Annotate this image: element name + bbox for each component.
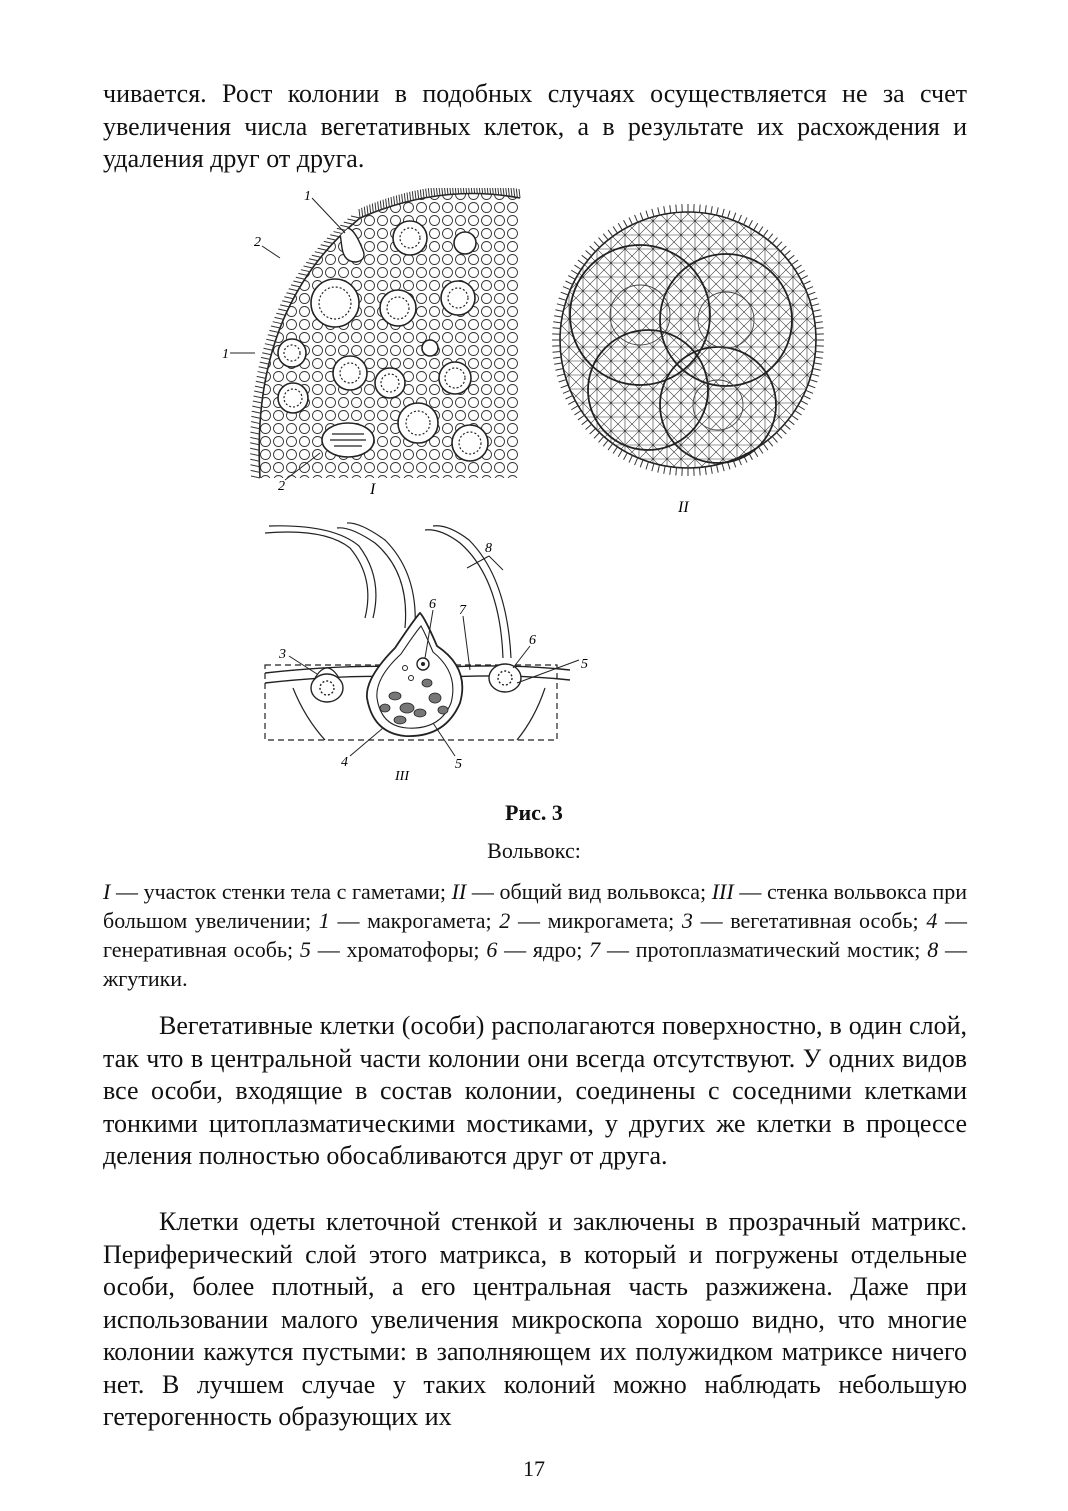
flagellum-mark <box>276 313 285 315</box>
flagellum-mark <box>402 194 403 203</box>
flagellum-mark <box>559 298 567 300</box>
flagellum-mark <box>256 381 265 383</box>
flagellum-mark <box>415 191 416 200</box>
flagellum-mark <box>340 225 349 227</box>
flagellum-mark <box>578 260 584 265</box>
flagellum-mark <box>251 416 260 418</box>
flagellum-mark <box>571 406 578 410</box>
body-paragraph-2: Клетки одеты клеточной стенкой и заключены в прозрачный матрикс. Периферический слой этого матрикса, в который и погружены отдельные особи, более плотный, а его центральная часть разжижена. Даже при использовании малого увеличения микроскопа хорошо видно, что многие колонии кажутся пустыми: в заполняющем их полужидком матриксе ничего нет. В лучшем случае у таких колоний можно наблюдать небольшую гетерогенность образующих их <box>103 1207 967 1431</box>
flagellum-mark <box>788 420 794 425</box>
flagellum-mark <box>278 309 287 311</box>
flagellum-mark <box>452 188 453 194</box>
flagellum-mark <box>251 427 260 429</box>
flagellum-mark <box>500 188 501 195</box>
flagellum-mark <box>795 411 802 415</box>
label-III-3: 3 <box>279 647 286 662</box>
flagellum-mark <box>813 368 821 370</box>
flagellum-mark <box>261 357 270 359</box>
flagellum-mark <box>318 248 327 250</box>
flagellum-mark <box>553 322 561 323</box>
flagellum-mark <box>699 467 700 475</box>
flagellum-mark <box>280 305 289 307</box>
flagellum-mark <box>362 208 363 217</box>
flagellum-mark <box>810 298 818 300</box>
flagellum-mark <box>670 205 671 213</box>
flagellum-mark <box>250 459 259 461</box>
flagellum-mark <box>815 357 823 358</box>
flagellum-mark <box>404 193 405 202</box>
flagellum-mark <box>640 213 643 220</box>
flagellum-mark <box>749 220 753 227</box>
flagellum-mark <box>258 372 267 374</box>
flagellum-mark <box>652 463 654 471</box>
flagellum-mark <box>803 281 810 284</box>
flagellum-mark <box>608 444 613 450</box>
flagellum-mark <box>722 463 724 471</box>
label-III-6-right: 6 <box>529 633 536 648</box>
legend-text: — макрогамета; <box>329 908 500 933</box>
flagellum-mark <box>506 188 507 196</box>
flagellum-mark <box>284 297 293 299</box>
flagellum-mark <box>795 265 802 269</box>
flagellum-mark <box>574 411 581 415</box>
flagellum-mark <box>428 188 429 197</box>
flagellum-mark <box>380 201 381 210</box>
flagellum-mark <box>705 205 706 213</box>
flagellum-mark <box>578 415 584 420</box>
legend-key: 7 <box>589 937 601 962</box>
flagellum-mark <box>301 270 310 272</box>
flagellum-mark <box>652 209 654 217</box>
flagellum-mark <box>586 424 592 429</box>
legend-key: 4 <box>926 908 938 933</box>
flagellum-mark <box>274 317 283 319</box>
flagellum-mark <box>266 339 275 341</box>
flagellum-mark <box>815 322 823 323</box>
flagellum-mark <box>728 211 730 219</box>
flagellum-mark <box>574 265 581 269</box>
flagellum-mark <box>271 326 280 328</box>
flagellum-mark <box>334 232 343 234</box>
flagellum-mark <box>635 215 638 222</box>
flagellum-mark <box>554 316 562 317</box>
flagellum-mark <box>582 255 588 260</box>
panel-label-III: III <box>395 769 409 784</box>
flagellum-mark <box>733 213 736 220</box>
flagellum-mark <box>519 189 520 198</box>
flagellum-mark <box>781 428 787 434</box>
flagellum-mark <box>565 396 572 399</box>
flagellum-mark <box>629 455 632 462</box>
flagellum-mark <box>487 188 488 194</box>
flagellum-mark <box>716 465 718 473</box>
flagellum-mark <box>420 190 421 199</box>
flagellum-mark <box>351 216 360 218</box>
flagellum-mark <box>252 406 261 408</box>
flagellum-mark <box>251 422 260 424</box>
flagellum-mark <box>806 287 813 290</box>
legend-key: 5 <box>299 937 311 962</box>
flagellum-mark <box>498 188 499 195</box>
figure-panel-III <box>255 518 605 793</box>
flagellum-mark <box>296 277 305 279</box>
figure-panel-I <box>220 188 530 508</box>
flagellum-mark <box>375 203 376 212</box>
label-I-2-bottom: 2 <box>278 479 285 494</box>
flagellum-mark <box>474 188 475 194</box>
flagellum-mark <box>568 276 575 280</box>
flagellum-mark <box>372 204 373 213</box>
flagellum-mark <box>306 262 315 264</box>
flagellum-mark <box>364 207 365 216</box>
flagellum-mark <box>759 447 763 454</box>
legend-text: — общий вид вольвокса; <box>466 879 712 904</box>
intro-paragraph: чивается. Рост колонии в подобных случаях осуществляется не за счет увеличения числа вегетативных клеток, а в результате их расхождения и удаления друг от друга. <box>103 79 967 173</box>
flagellum-mark <box>618 450 622 457</box>
flagellum-mark <box>608 230 613 236</box>
flagellum-mark <box>594 433 600 439</box>
flagellum-mark <box>514 188 515 197</box>
flagellum-mark <box>582 420 588 425</box>
flagellum-mark <box>265 344 274 346</box>
panel-label-I: I <box>370 481 376 498</box>
flagellum-mark <box>468 188 469 194</box>
flagellum-mark <box>321 245 330 247</box>
legend-key: III <box>711 879 734 904</box>
flagellum-mark <box>386 199 387 208</box>
flagellum-mark <box>676 205 677 213</box>
figure-panel-II <box>548 200 828 520</box>
flagellum-mark <box>813 310 821 312</box>
flagellum-mark <box>784 251 790 256</box>
flagellum-mark <box>811 374 819 376</box>
flagellum-mark <box>561 385 568 388</box>
flagellum-mark <box>559 380 567 382</box>
flagellum-mark <box>568 401 575 405</box>
label-III-6-left: 6 <box>429 597 436 612</box>
label-I-1-top: 1 <box>304 189 311 204</box>
flagellum-mark <box>798 406 805 410</box>
flagellum-mark <box>553 351 561 352</box>
legend-text: — ядро; <box>497 937 590 962</box>
flagellum-mark <box>293 281 302 283</box>
flagellum-mark <box>658 207 660 215</box>
flagellum-mark <box>312 255 321 257</box>
flagellum-mark <box>516 189 517 198</box>
flagellum-mark <box>781 246 787 252</box>
flagellum-mark <box>806 390 813 393</box>
flagellum-mark <box>394 196 395 205</box>
flagellum-mark <box>455 188 456 194</box>
legend-key: 6 <box>486 937 498 962</box>
flagellum-mark <box>399 195 400 204</box>
flagellum-mark <box>262 353 271 355</box>
page-number: 17 <box>523 1456 545 1481</box>
flagellum-mark <box>423 189 424 198</box>
flagellum-mark <box>571 270 578 274</box>
flagellum-mark <box>268 335 277 337</box>
flagellum-mark <box>594 242 600 248</box>
flagellum-mark <box>624 220 628 227</box>
flagellum-mark <box>286 293 295 295</box>
flagellum-mark <box>815 351 823 352</box>
flagellum-mark <box>763 444 768 450</box>
flagellum-mark <box>476 188 477 194</box>
flagellum-mark <box>439 188 440 196</box>
flagellum-mark <box>250 465 259 467</box>
flagellum-mark <box>484 188 485 194</box>
flagellum-mark <box>442 188 443 195</box>
flagellum-mark <box>250 454 259 456</box>
flagellum-mark <box>253 401 262 403</box>
flagellum-mark <box>563 390 570 393</box>
flagellum-mark <box>635 458 638 465</box>
flagellum-mark <box>711 206 712 214</box>
flagellum-mark <box>391 197 392 206</box>
flagellum-mark <box>250 437 259 439</box>
flagellum-mark <box>776 242 782 248</box>
flagellum-mark <box>563 287 570 290</box>
flagellum-mark <box>503 188 504 196</box>
flagellum-mark <box>705 467 706 475</box>
legend-text: — микрогамета; <box>510 908 682 933</box>
flagellum-mark <box>407 193 408 202</box>
flagellum-mark <box>273 322 282 324</box>
flagellum-mark <box>367 206 368 215</box>
flagellum-mark <box>259 367 268 369</box>
flagellum-mark <box>269 330 278 332</box>
flagellum-mark <box>586 251 592 256</box>
flagellum-mark <box>603 440 608 446</box>
flagellum-mark <box>264 348 273 350</box>
flagellum-mark <box>711 466 712 474</box>
label-I-2-top: 2 <box>254 235 261 250</box>
flagellum-mark <box>396 195 397 204</box>
flagellum-mark <box>555 368 563 370</box>
flagellum-mark <box>803 396 810 399</box>
flagellum-mark <box>699 205 700 213</box>
flagellum-mark <box>808 385 815 388</box>
legend-key: 1 <box>318 908 330 933</box>
flagellum-mark <box>495 188 496 195</box>
flagellum-mark <box>565 281 572 284</box>
flagellum-mark <box>553 328 561 329</box>
flagellum-mark <box>801 276 808 280</box>
flagellum-mark <box>309 259 318 261</box>
flagellum-mark <box>624 453 628 460</box>
flagellum-mark <box>492 188 493 194</box>
flagellum-mark <box>482 188 483 194</box>
flagellum-mark <box>418 190 419 199</box>
legend-text: — стенка вольвокса при большом увеличении; <box>103 879 967 933</box>
flagellum-mark <box>412 191 413 200</box>
flagellum-mark <box>304 266 313 268</box>
legend-text: — жгутики. <box>103 937 967 991</box>
flagellum-mark <box>251 470 260 472</box>
legend-text: — участок стенки тела с гаметами; <box>110 879 452 904</box>
flagellum-mark <box>768 440 773 446</box>
flagellum-mark <box>744 217 747 224</box>
flagellum-mark <box>378 202 379 211</box>
flagellum-mark <box>450 188 451 194</box>
flagellum-mark <box>599 436 604 442</box>
flagellum-mark <box>463 188 464 194</box>
flagellum-mark <box>776 433 782 439</box>
flagellum-mark <box>383 200 384 209</box>
flagellum-mark <box>254 391 263 393</box>
legend-key: 3 <box>681 908 693 933</box>
flagellum-mark <box>754 223 758 230</box>
flagellum-mark <box>603 234 608 240</box>
label-III-4: 4 <box>341 755 348 770</box>
flagellum-mark <box>324 241 333 243</box>
flagellum-mark <box>792 260 798 265</box>
flagellum-mark <box>664 466 665 474</box>
flagellum-mark <box>444 188 445 195</box>
flagellum-mark <box>788 255 794 260</box>
flagellum-mark <box>772 238 777 244</box>
flagellum-mark <box>260 362 269 364</box>
flagellum-mark <box>250 443 259 445</box>
flagellum-mark <box>458 188 459 194</box>
flagellum-mark <box>460 188 461 194</box>
flagellum-mark <box>252 411 261 413</box>
legend-text: — хроматофоры; <box>310 937 487 962</box>
flagellum-mark <box>434 188 435 196</box>
label-III-7: 7 <box>459 603 466 618</box>
legend-key: 2 <box>499 908 511 933</box>
flagellum-mark <box>370 205 371 214</box>
flagellum-mark <box>447 188 448 195</box>
flagellum-mark <box>254 396 263 398</box>
flagellum-mark <box>553 357 561 358</box>
flagellum-mark <box>250 448 259 450</box>
legend-key: 8 <box>927 937 939 962</box>
label-III-5-bottom: 5 <box>455 757 462 772</box>
flagellum-mark <box>722 209 724 217</box>
flagellum-mark <box>471 188 472 194</box>
flagellum-mark <box>330 235 339 237</box>
flagellum-mark <box>810 380 818 382</box>
legend-text: — протоплазматический мостик; <box>600 937 928 962</box>
flagellum-mark <box>738 215 741 222</box>
legend-key: I <box>103 879 111 904</box>
flagellum-mark <box>436 188 437 196</box>
flagellum-mark <box>676 467 677 475</box>
flagellum-mark <box>555 310 563 312</box>
figure-subtitle: Вольвокс: <box>487 838 581 863</box>
flagellum-mark <box>431 188 432 197</box>
legend-text: — вегетативная особь; <box>692 908 927 933</box>
flagellum-mark <box>508 188 509 196</box>
flagellum-mark <box>811 304 819 306</box>
label-I-1-left: 1 <box>222 347 229 362</box>
flagellum-mark <box>590 428 596 434</box>
flagellum-mark <box>289 289 298 291</box>
label-III-8: 8 <box>485 541 492 556</box>
flagellum-mark <box>772 436 777 442</box>
flagellum-mark <box>658 465 660 473</box>
flagellum-mark <box>257 376 266 378</box>
flagellum-mark <box>344 222 353 224</box>
flagellum-mark <box>255 386 264 388</box>
flagellum-mark <box>388 198 389 207</box>
flagellum-mark <box>716 207 718 215</box>
flagellum-mark <box>557 374 565 376</box>
flagellum-mark <box>426 189 427 198</box>
flagellum-mark <box>410 192 411 201</box>
legend-key: II <box>451 879 467 904</box>
flagellum-mark <box>561 292 568 295</box>
flagellum-mark <box>808 292 815 295</box>
flagellum-mark <box>815 328 823 329</box>
flagellum-mark <box>618 223 622 230</box>
flagellum-mark <box>557 304 565 306</box>
flagellum-mark <box>798 270 805 274</box>
flagellum-mark <box>814 316 822 317</box>
flagellum-mark <box>640 460 643 467</box>
flagellum-mark <box>646 462 648 470</box>
flagellum-mark <box>291 285 300 287</box>
flagellum-mark <box>763 230 768 236</box>
flagellum-mark <box>298 273 307 275</box>
flagellum-mark <box>251 476 260 478</box>
flagellum-mark <box>768 234 773 240</box>
flagellum-mark <box>511 188 512 197</box>
legend-text: — генеративная особь; <box>103 908 968 962</box>
flagellum-mark <box>327 238 336 240</box>
label-III-5-right: 5 <box>581 657 588 672</box>
flagellum-mark <box>670 467 671 475</box>
flagellum-mark <box>613 447 617 454</box>
body-paragraph-1: Вегетативные клетки (особи) располагаются поверхностно, в один слой, так что в центральной части колонии они всегда отсутствуют. У одних видов все особи, входящие в состав колонии, соединены с соседними клетками тонкими цитоплазматическими мостиками, у других же клетки в процессе деления полностью обосабливаются друг от друга. <box>103 1011 967 1170</box>
flagellum-mark <box>466 188 467 194</box>
flagellum-mark <box>250 432 259 434</box>
flagellum-mark <box>646 211 648 219</box>
flagellum-mark <box>599 238 604 244</box>
flagellum-mark <box>347 219 356 221</box>
flagellum-mark <box>554 363 562 364</box>
figure-title: Рис. 3 <box>505 800 563 825</box>
flagellum-mark <box>359 209 360 218</box>
flagellum-mark <box>664 206 665 214</box>
figure-legend <box>103 877 967 993</box>
flagellum-mark <box>590 246 596 252</box>
flagellum-mark <box>282 301 291 303</box>
flagellum-mark <box>613 226 617 233</box>
flagellum-mark <box>814 363 822 364</box>
flagellum-mark <box>479 188 480 194</box>
flagellum-mark <box>784 424 790 429</box>
flagellum-mark <box>490 188 491 194</box>
flagellum-mark <box>792 415 798 420</box>
panel-label-II: II <box>678 499 689 516</box>
flagellum-mark <box>629 217 632 224</box>
flagellum-mark <box>759 226 763 233</box>
flagellum-mark <box>315 252 324 254</box>
flagellum-mark <box>801 401 808 405</box>
